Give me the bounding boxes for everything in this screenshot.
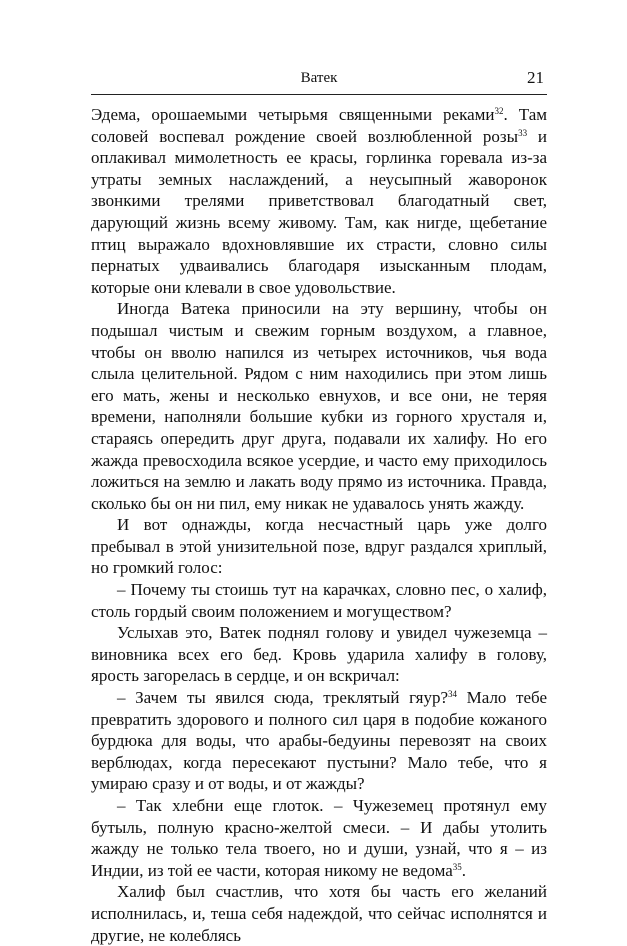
text-run: и оплакивал мимолетность ее красы, горлинка горевала из-за утраты земных наслаждений, а неусыпный жаворонок звонкими трелями приветствовал благодатный свет, дарующий жизнь всему живому. Там, как нигде, щебетание птиц выражало вдохновлявшие их страсти, словно силы пернатых удваивались благодаря изысканным плодам, которые они клевали в свое удовольствие. [91, 126, 548, 297]
body-text [91, 104, 547, 946]
paragraph [91, 104, 547, 298]
paragraph [91, 622, 547, 687]
footnote-ref: 32 [494, 106, 504, 116]
page-number: 21 [527, 68, 544, 87]
text-run: Эдема, орошаемыми четырьмя священными реками [91, 105, 495, 124]
header-rule [91, 94, 547, 95]
paragraph [91, 881, 547, 946]
paragraph [91, 579, 547, 622]
text-run: И вот однажды, когда несчастный царь уже долго пребывал в этой унизительной позе, вдруг раздался хриплый, но громкий голос: [91, 515, 547, 578]
text-run: Мало тебе превратить здорового и полного сил царя в подобие кожаного бурдюка для воды, что арабы-бедуины перевозят на своих верблюдах, когда пересекают пустыни? Мало тебе, что я умираю сразу и от воды, и от жажды? [91, 688, 547, 794]
text-run: – Почему ты стоишь тут на карачках, словно пес, о халиф, столь гордый своим положением и могуществом? [91, 580, 547, 621]
text-run: Халиф был счастлив, что хотя бы часть его желаний исполнилась, и, теша себя надеждой, что сейчас исполнятся и другие, не колеблясь [91, 882, 547, 945]
text-run: Иногда Ватека приносили на эту вершину, чтобы он подышал чистым и свежим горным воздухом, а главное, чтобы он вволю напился из четырех источников, чья вода слыла целительной. Рядом с ним находились при этом лишь его мать, жены и несколько евнухов, и все они, не теряя времени, наполняли большие кубки из горного хрусталя и, стараясь опередить друг друга, подавали их халифу. Но его жажда превосходила всякое усердие, и часто ему приходилось ложиться на землю и лакать воду прямо из источника. Правда, сколько бы он ни пил, ему никак не удавалось унять жажду. [91, 299, 547, 513]
text-run: . Там соловей воспевал рождение своей возлюбленной розы [91, 105, 547, 146]
paragraph [91, 298, 547, 514]
paragraph [91, 514, 547, 579]
text-run: Услыхав это, Ватек поднял голову и увидел чужеземца – виновника всех его бед. Кровь ударила халифу в голову, ярость загорелась в сердце, и он вскричал: [91, 623, 547, 686]
text-run: – Зачем ты явился сюда, треклятый гяур? [117, 688, 449, 708]
footnote-ref: 33 [518, 127, 528, 138]
footnote-ref: 35 [452, 861, 462, 872]
text-run: – Так хлебни еще глоток. – Чужеземец протянул ему бутыль, полную красно-желтой смеси. – И дабы утолить жажду не только тела твоего, но и души, узнай, что я – из Индии, из той ее части, которая никому не ведома [91, 796, 547, 880]
paragraph [91, 795, 547, 881]
paragraph [91, 687, 547, 795]
text-run: . [461, 860, 467, 880]
footnote-ref: 34 [448, 689, 458, 700]
running-header [91, 68, 547, 92]
running-title: Ватек [300, 70, 338, 86]
